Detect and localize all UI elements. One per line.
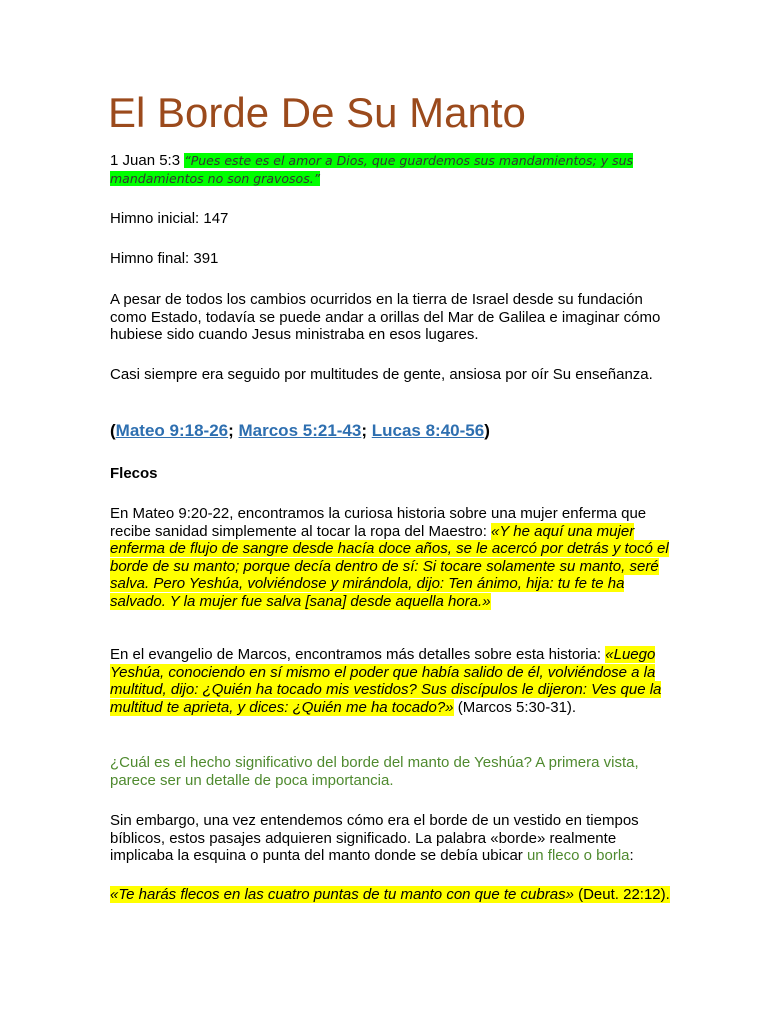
scripture-references: [110, 422, 670, 440]
verse-paragraph: [110, 152, 670, 188]
refs-sep-1: ;: [228, 421, 239, 440]
heading-flecos: Flecos: [110, 465, 158, 482]
paragraph-marcos: [110, 646, 670, 716]
himno-final: Himno final: 391: [110, 250, 219, 267]
refs-open: (: [110, 421, 116, 440]
deut-quote: «Te harás flecos en las cuatro puntas de tu manto con que te cubras»: [110, 886, 574, 903]
refs-sep-2: ;: [361, 421, 372, 440]
marcos-reference: (Marcos 5:30-31).: [453, 698, 577, 716]
marcos-intro-text: En el evangelio de Marcos, encontramos más detalles sobre esta historia:: [110, 646, 606, 663]
borde-colon: :: [629, 847, 634, 864]
himno-inicial: Himno inicial: 147: [110, 210, 229, 227]
paragraph-intro: A pesar de todos los cambios ocurridos en la tierra de Israel desde su fundación como Estado, todavía se puede andar a orillas del Mar de Galilea e imaginar cómo hubiese sido cuando Jesus ministraba en esos lugares.: [110, 291, 661, 343]
paragraph-multitudes: Casi siempre era seguido por multitudes de gente, ansiosa por oír Su enseñanza.: [110, 366, 653, 383]
verse-quote: “Pues este es el amor a Dios, que guardemos sus mandamientos; y sus mandamientos no son gravosos.”: [110, 153, 634, 186]
borde-text: Sin embargo, una vez entendemos cómo era el borde de un vestido en tiempos bíblicos, estos pasajes adquieren significado. La palabra «borde» realmente implicaba la esquina o punta del manto donde se debía ubicar: [110, 812, 639, 864]
borde-green-phrase: un fleco o borla: [526, 847, 630, 864]
mateo-quote: «Y he aquí una mujer enferma de flujo de sangre desde hacía doce años, se le acercó por detrás y tocó el borde de su manto; porque decía dentro de sí: Si tocare solamente su manto, seré salva. Pero Yeshúa, volviéndose y mirándola, dijo: Ten ánimo, hija: tu fe te ha salvado. Y la mujer fue salva [sana] desde aquella hora.»: [110, 522, 669, 610]
paragraph-mateo: [110, 505, 670, 610]
paragraph-deut: [110, 886, 670, 904]
link-lucas[interactable]: Lucas 8:40-56: [371, 421, 485, 440]
paragraph-question: ¿Cuál es el hecho significativo del borde del manto de Yeshúa? A primera vista, parece ser un detalle de poca importancia.: [110, 754, 639, 789]
refs-close: ): [484, 421, 490, 440]
marcos-quote: «Luego Yeshúa, conociendo en sí mismo el poder que había salido de él, volviéndose a la multitud, dijo: ¿Quién ha tocado mis vestidos? Sus discípulos le dijeron: Ves que la multitud te aprieta, y dices: ¿Quién me ha tocado?»: [110, 646, 662, 716]
link-marcos[interactable]: Marcos 5:21-43: [238, 421, 362, 440]
mateo-intro-text: En Mateo 9:20-22, encontramos la curiosa historia sobre una mujer enferma que recibe sanidad simplemente al tocar la ropa del Maestro:: [110, 505, 647, 540]
link-mateo[interactable]: Mateo 9:18-26: [115, 421, 229, 440]
verse-reference: 1 Juan 5:3: [110, 152, 185, 169]
deut-reference: (Deut. 22:12).: [573, 886, 670, 903]
page-title: El Borde De Su Manto: [108, 89, 526, 136]
paragraph-borde: [110, 812, 670, 865]
